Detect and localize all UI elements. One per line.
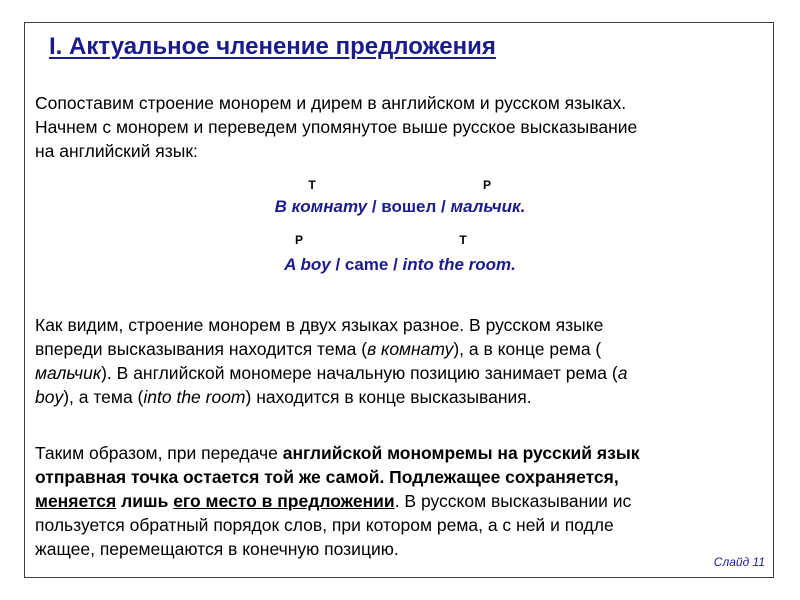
conclusion-line-1 bbox=[35, 441, 765, 465]
analysis-line-1: Как видим, строение монорем в двух языках разное. В русском языке bbox=[35, 315, 604, 335]
english-separator-1: / bbox=[330, 255, 345, 274]
intro-line-3: на английский язык: bbox=[35, 141, 198, 161]
conclusion-line-3 bbox=[35, 489, 765, 513]
conclusion-line-4: пользуется обратный порядок слов, при котором рема, а с ней и подле bbox=[35, 515, 614, 535]
russian-part-1: В комнату bbox=[274, 197, 368, 216]
conclusion-text: Таким образом, при передаче bbox=[35, 443, 283, 463]
analysis-italic-term: в комнату bbox=[367, 339, 454, 359]
english-part-3: into the room. bbox=[402, 255, 516, 274]
analysis-text: ), а тема ( bbox=[63, 387, 144, 407]
russian-rheme-mark: Р bbox=[482, 178, 491, 192]
russian-part-3: мальчик. bbox=[450, 197, 526, 216]
intro-line-1: Сопоставим строение монорем и дирем в английском и русском языках. bbox=[35, 93, 627, 113]
analysis-line-4 bbox=[35, 385, 765, 409]
english-example-sentence bbox=[25, 255, 775, 275]
intro-paragraph bbox=[35, 91, 765, 163]
analysis-line-2 bbox=[35, 337, 765, 361]
analysis-italic-term: boy bbox=[35, 387, 64, 407]
english-part-1: A boy bbox=[284, 255, 331, 274]
english-part-2: came bbox=[344, 255, 389, 274]
conclusion-line-5: жащее, перемещаются в конечную позицию. bbox=[35, 539, 399, 559]
analysis-italic-term: into the room bbox=[143, 387, 246, 407]
analysis-text: ) находится в конце высказывания. bbox=[245, 387, 532, 407]
analysis-text: ), а в конце рема ( bbox=[453, 339, 602, 359]
conclusion-bold-text: лишь bbox=[116, 491, 174, 511]
intro-line-2: Начнем с монорем и переведем упомянутое выше русское высказывание bbox=[35, 117, 638, 137]
english-theme-mark: Т bbox=[459, 233, 467, 247]
english-rheme-mark: Р bbox=[294, 233, 303, 247]
analysis-paragraph bbox=[35, 313, 765, 409]
russian-separator-2: / bbox=[436, 197, 451, 216]
russian-part-2: вошел bbox=[381, 197, 437, 216]
conclusion-text: . В русском высказывании ис bbox=[394, 491, 632, 511]
analysis-text: ). В английской мономере начальную позицию занимает рема ( bbox=[101, 363, 618, 383]
analysis-text: впереди высказывания находится тема ( bbox=[35, 339, 368, 359]
slide-title: I. Актуальное членение предложения bbox=[49, 33, 496, 60]
slide-frame bbox=[24, 22, 774, 578]
russian-example-sentence bbox=[25, 197, 775, 217]
analysis-italic-term: мальчик bbox=[35, 363, 102, 383]
conclusion-underlined-text: меняется bbox=[35, 491, 117, 511]
russian-separator-1: / bbox=[367, 197, 382, 216]
english-separator-2: / bbox=[388, 255, 403, 274]
slide-number: Слайд 11 bbox=[713, 555, 765, 569]
conclusion-paragraph bbox=[35, 441, 765, 561]
russian-theme-mark: Т bbox=[308, 178, 316, 192]
conclusion-bold-text: английской мономремы на русский язык bbox=[282, 443, 640, 463]
analysis-italic-term: a bbox=[617, 363, 628, 383]
analysis-line-3 bbox=[35, 361, 765, 385]
conclusion-underlined-text: его место в предложении bbox=[173, 491, 395, 511]
conclusion-line-2: отправная точка остается той же самой. Подлежащее сохраняется, bbox=[35, 467, 619, 487]
